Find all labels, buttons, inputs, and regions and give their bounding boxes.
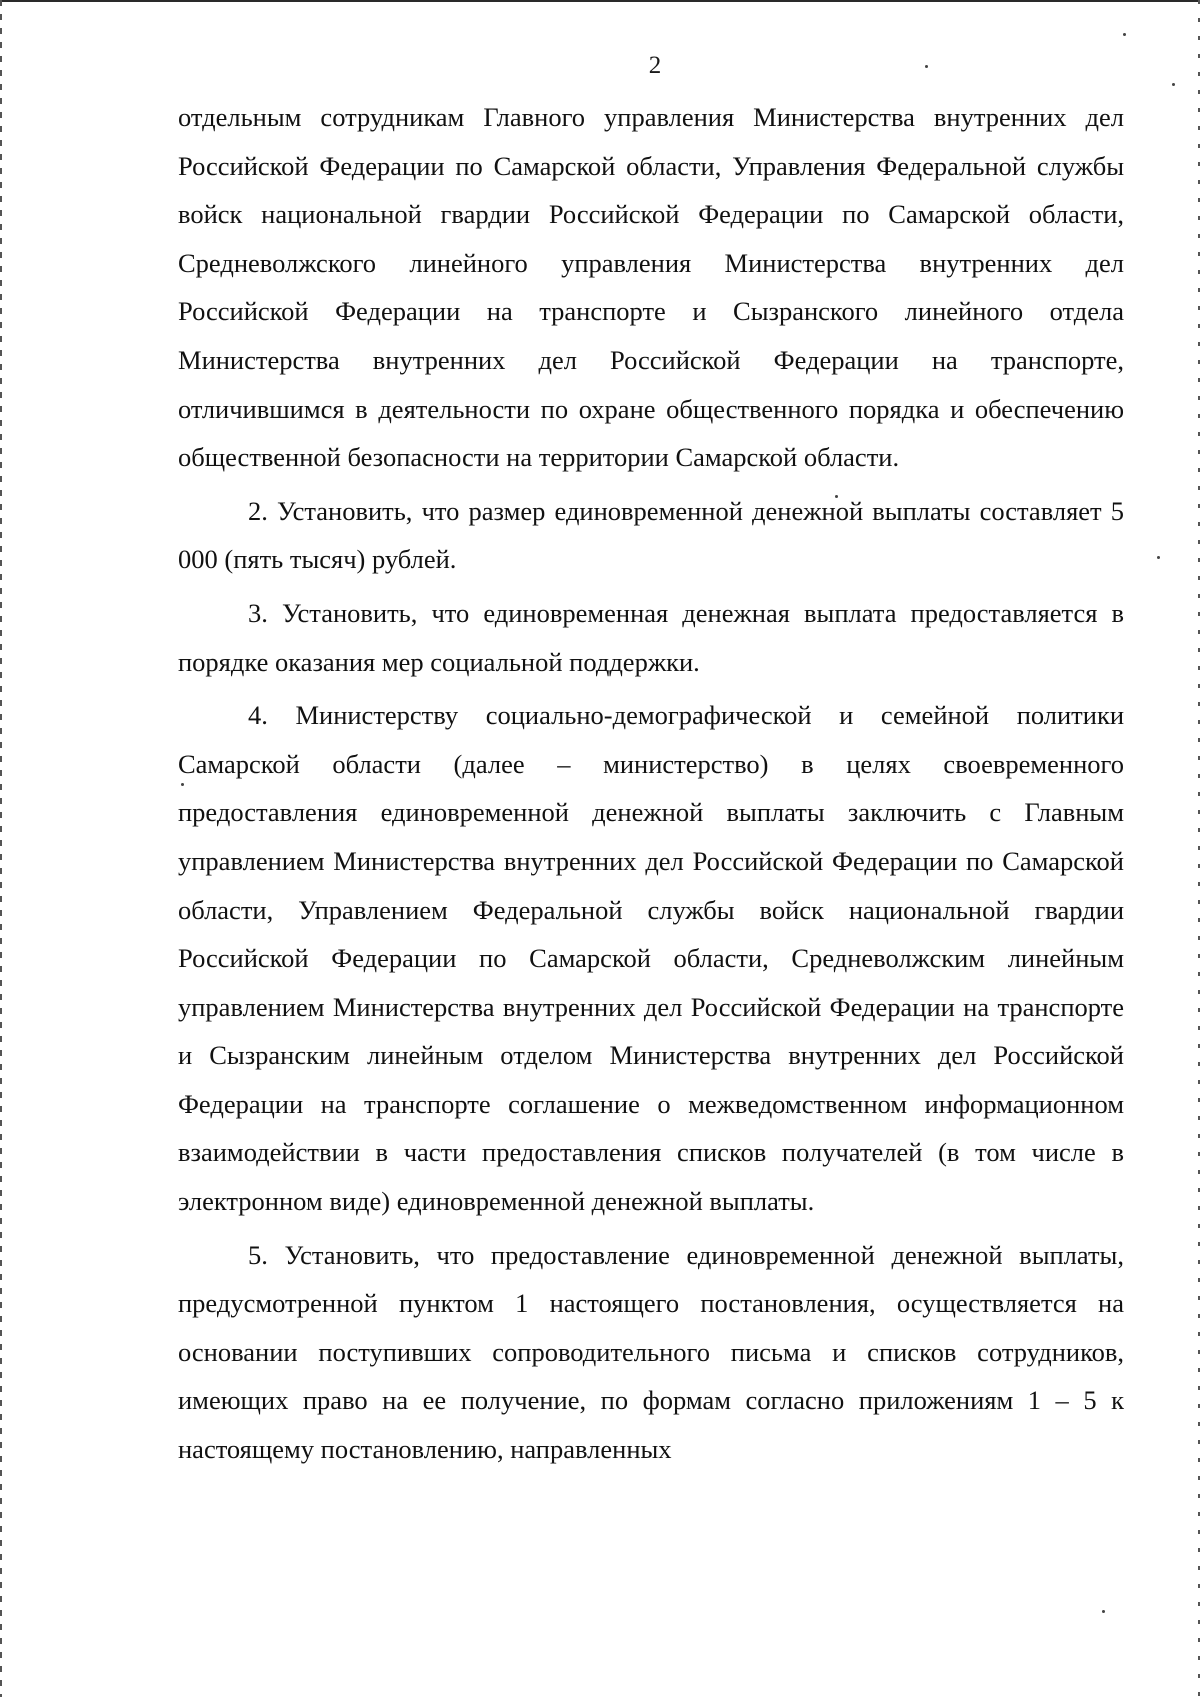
- paragraph-2: 2. Установить, что размер единовременной денежной выплаты составляет 5 000 (пять тысяч) рублей.: [178, 495, 1124, 575]
- paragraph-5: 5. Установить, что предоставление единовременной денежной выплаты, предусмотренной пунктом 1 настоящего постановления, осуществляется на основании поступивших сопроводительного письма и списков сотрудников, имеющих право на ее получение, по формам согласно приложениям 1 – 5 к настоящему постановлению, направленных: [178, 1239, 1124, 1465]
- document-body: [178, 93, 1124, 1474]
- scan-speck: [1102, 1610, 1105, 1613]
- page-number: 2: [648, 52, 662, 79]
- scan-edge-left: [0, 0, 2, 1697]
- scan-speck: [1172, 83, 1175, 86]
- paragraph-1-continuation: отдельным сотрудникам Главного управления Министерства внутренних дел Российской Федерации по Самарской области, Управления Федеральной службы войск национальной гвардии Российской Федерации по Самарской области, Средневолжского линейного управления Министерства внутренних дел Российской Федерации на транспорте и Сызранского линейного отдела Министерства внутренних дел Российской Федерации на транспорте, отличившимся в деятельности по охране общественного порядка и обеспечению общественной безопасности на территории Самарской области.: [178, 102, 1124, 473]
- paragraph-3: 3. Установить, что единовременная денежная выплата предоставляется в порядке оказания мер социальной поддержки.: [178, 597, 1124, 677]
- paragraph-4: 4. Министерству социально-демографической и семейной политики Самарской области (далее – министерство) в целях своевременного предоставления единовременной денежной выплаты заключить с Главным управлением Министерства внутренних дел Российской Федерации по Самарской области, Управлением Федеральной службы войск национальной гвардии Российской Федерации по Самарской области, Средневолжским линейным управлением Министерства внутренних дел Российской Федерации на транспорте и Сызранским линейным отделом Министерства внутренних дел Российской Федерации на транспорте соглашение о межведомственном информационном взаимодействии в части предоставления списков получателей (в том числе в электронном виде) единовременной денежной выплаты.: [178, 700, 1124, 1217]
- scan-speck: [1123, 33, 1126, 36]
- scan-edge-top: [0, 0, 1200, 2]
- scan-speck: [1157, 556, 1160, 559]
